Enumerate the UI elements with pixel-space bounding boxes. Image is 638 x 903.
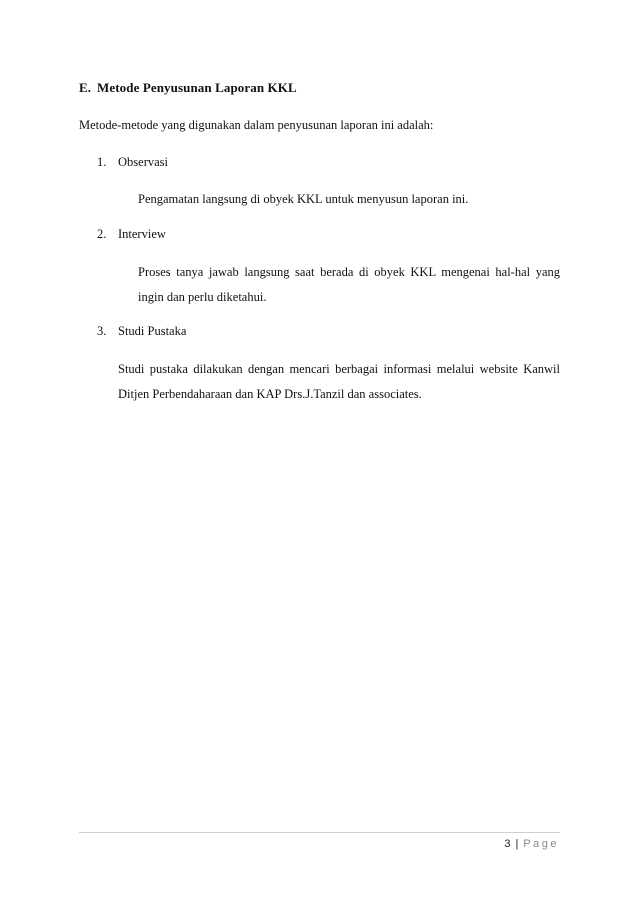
- list-item-number: 3.: [97, 324, 107, 338]
- list-item-title: [97, 324, 186, 339]
- footer-divider: [79, 832, 560, 833]
- list-item-number: 2.: [97, 227, 107, 241]
- section-letter: E.: [79, 80, 92, 95]
- list-item-number: 1.: [97, 155, 107, 169]
- list-item-body: Studi pustaka dilakukan dengan mencari berbagai informasi melalui website Kanwil Ditjen Perbendaharaan dan KAP Drs.J.Tanzil dan associates.: [118, 362, 560, 401]
- page-label: Page: [523, 838, 559, 850]
- list-item-body: Proses tanya jawab langsung saat berada di obyek KKL mengenai hal-hal yang ingin dan perlu diketahui.: [138, 265, 560, 304]
- list-item-title: [97, 155, 168, 170]
- list-item-label: Studi Pustaka: [118, 324, 187, 338]
- list-item-body: Pengamatan langsung di obyek KKL untuk menyusun laporan ini.: [138, 192, 469, 206]
- list-item-title: [97, 227, 166, 242]
- footer-separator: |: [515, 838, 519, 850]
- page-footer: [504, 838, 559, 850]
- intro-paragraph: Metode-metode yang digunakan dalam penyusunan laporan ini adalah:: [79, 118, 434, 132]
- list-item-label: Observasi: [118, 155, 168, 169]
- section-title: Metode Penyusunan Laporan KKL: [97, 80, 297, 95]
- page-number: 3: [504, 838, 511, 850]
- section-heading: [79, 80, 297, 96]
- list-item-label: Interview: [118, 227, 166, 241]
